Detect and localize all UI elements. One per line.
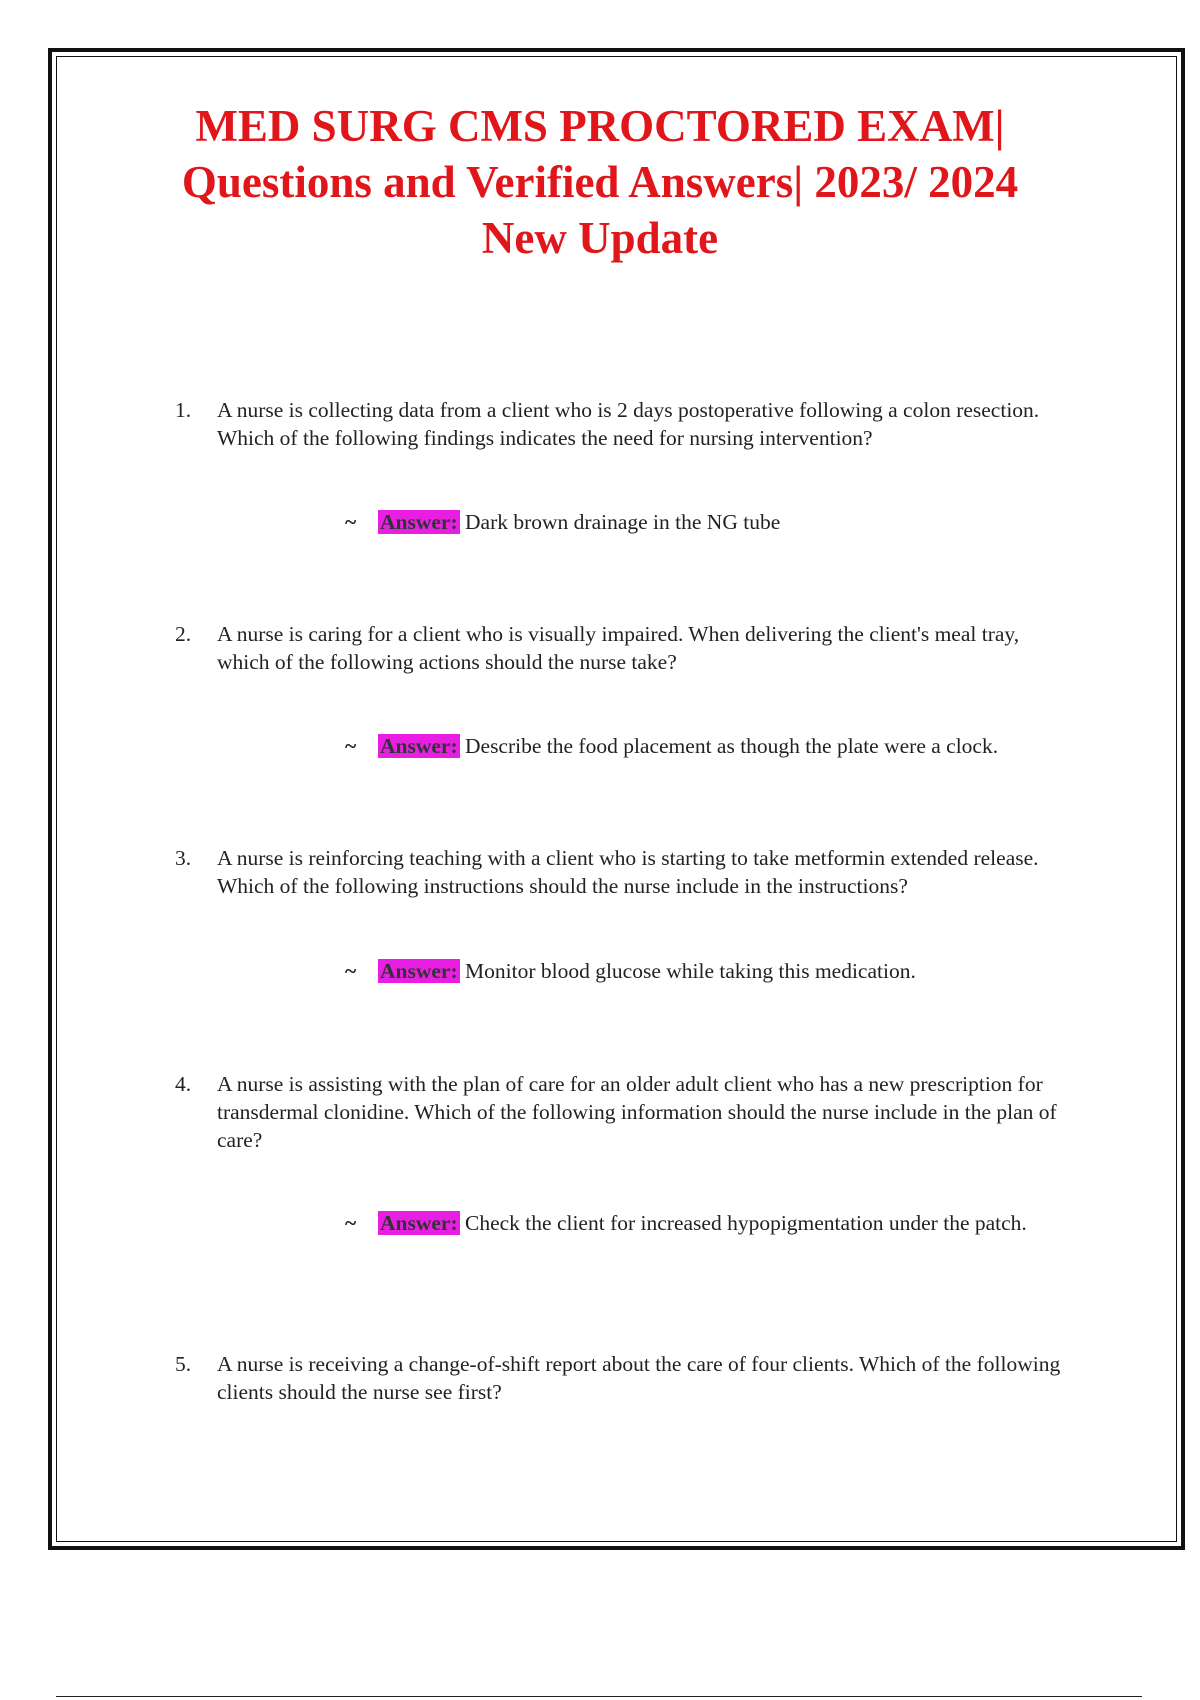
question-number: 5. (175, 1352, 192, 1376)
answer-text: Monitor blood glucose while taking this medication. (465, 959, 916, 983)
answer-label: Answer: (380, 510, 458, 534)
answer-marker: ~ (345, 510, 357, 534)
question-number: 3. (175, 846, 192, 870)
question-number: 4. (175, 1072, 192, 1096)
question-text: A nurse is reinforcing teaching with a client who is starting to take metformin extended release. Which of the following instructions should the nurse include in the instructions? (217, 846, 1039, 898)
title-line-3: New Update (481, 213, 719, 263)
answer-label: Answer: (380, 734, 458, 758)
question-text: A nurse is assisting with the plan of care for an older adult client who has a new prescription for transdermal clonidine. Which of the following information should the nurse include in the plan of care? (217, 1072, 1057, 1152)
footer-divider (56, 1696, 1142, 1697)
question-text: A nurse is receiving a change-of-shift report about the care of four clients. Which of the following clients should the nurse see first? (217, 1352, 1061, 1404)
answer-marker: ~ (345, 959, 357, 983)
question-number: 1. (175, 398, 192, 422)
answer-label: Answer: (380, 959, 458, 983)
answer-marker: ~ (345, 734, 357, 758)
page-border-inner (56, 56, 1177, 1542)
document-title (0, 98, 1200, 266)
question-text: A nurse is collecting data from a client who is 2 days postoperative following a colon resection. Which of the following findings indicates the need for nursing intervention? (217, 398, 1040, 450)
answer-text: Describe the food placement as though the plate were a clock. (465, 734, 999, 758)
answer-label: Answer: (380, 1211, 458, 1235)
title-line-1: MED SURG CMS PROCTORED EXAM| (195, 101, 1005, 151)
question-text: A nurse is caring for a client who is visually impaired. When delivering the client's meal tray, which of the following actions should the nurse take? (217, 622, 1020, 674)
question-number: 2. (175, 622, 192, 646)
title-line-2: Questions and Verified Answers| 2023/ 2024 (181, 157, 1019, 207)
answer-text: Dark brown drainage in the NG tube (465, 510, 781, 534)
answer-text: Check the client for increased hypopigmentation under the patch. (465, 1211, 1027, 1235)
page-border (48, 48, 1185, 1550)
answer-marker: ~ (345, 1211, 357, 1235)
